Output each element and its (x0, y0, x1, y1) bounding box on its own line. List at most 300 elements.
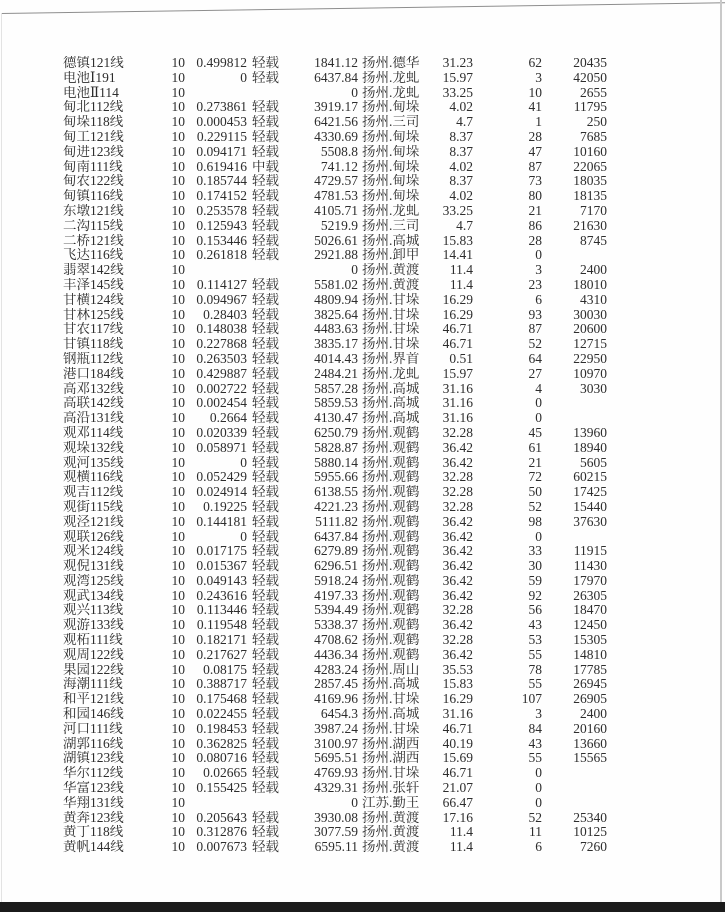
cell-value-a: 5219.9 (320, 218, 358, 233)
cell-value-d: 7170 (580, 203, 607, 218)
cell-value-d: 26945 (573, 677, 607, 692)
cell-station: 扬州.观鹤 (362, 485, 420, 500)
cell-line-name: 甘横124线 (63, 292, 124, 307)
cell-voltage: 10 (171, 263, 185, 278)
cell-load-level: 轻载 (252, 544, 279, 559)
cell-voltage: 10 (171, 218, 185, 233)
cell-value-d: 18470 (573, 603, 607, 618)
cell-value-d: 20435 (573, 56, 607, 70)
cell-value-d: 10160 (573, 144, 607, 159)
table-row (63, 278, 607, 293)
cell-line-name: 观街115线 (63, 499, 124, 514)
cell-value-c: 21 (528, 455, 542, 470)
cell-voltage: 10 (171, 559, 185, 574)
cell-value-b: 16.29 (442, 307, 473, 322)
cell-line-name: 甸镇116线 (63, 189, 124, 204)
cell-ratio: 0.113446 (196, 603, 247, 618)
cell-station: 扬州.三司 (362, 218, 420, 233)
cell-line-name: 二桥121线 (63, 233, 124, 248)
cell-load-level: 轻载 (252, 662, 279, 677)
table-row (63, 263, 607, 278)
cell-ratio: 0 (240, 70, 247, 85)
cell-value-a: 5828.87 (314, 440, 358, 455)
table-row (63, 840, 607, 855)
cell-station: 扬州.观鹤 (362, 647, 420, 662)
cell-ratio: 0.429887 (196, 366, 247, 381)
cell-value-a: 741.12 (320, 159, 358, 174)
cell-value-c: 43 (528, 736, 542, 751)
cell-station: 扬州.观鹤 (362, 544, 420, 559)
cell-station: 扬州.界首 (362, 351, 420, 366)
table-row (63, 692, 607, 707)
cell-value-a: 5338.37 (314, 618, 358, 633)
cell-ratio: 0.28403 (203, 307, 247, 322)
cell-load-level: 轻载 (252, 351, 279, 366)
cell-load-level: 轻载 (252, 529, 279, 544)
cell-load-level: 轻载 (252, 603, 279, 618)
cell-ratio: 0.024914 (196, 485, 247, 500)
cell-line-name: 华尔112线 (63, 766, 124, 781)
cell-voltage: 10 (171, 381, 185, 396)
cell-value-d: 25340 (573, 810, 607, 825)
cell-value-a: 5026.61 (314, 233, 358, 248)
cell-value-d: 22950 (573, 351, 607, 366)
cell-ratio: 0.144181 (196, 514, 247, 529)
table-row (63, 796, 607, 811)
cell-value-b: 66.47 (442, 795, 473, 810)
cell-value-a: 5394.49 (314, 603, 358, 618)
cell-value-c: 87 (528, 322, 542, 337)
cell-value-b: 11.4 (449, 277, 473, 292)
cell-value-d (542, 781, 607, 796)
cell-voltage: 10 (171, 825, 185, 840)
cell-value-a: 3835.17 (314, 337, 358, 352)
cell-ratio (185, 796, 247, 811)
cell-station: 扬州.观鹤 (362, 425, 420, 440)
cell-ratio: 0.174152 (196, 189, 247, 204)
cell-line-name: 甸垛118线 (63, 115, 124, 130)
cell-value-a: 6250.79 (314, 425, 358, 440)
cell-line-name: 电池Ⅰ191 (63, 70, 116, 85)
cell-ratio: 0 (240, 529, 247, 544)
cell-ratio: 0.499812 (196, 56, 247, 70)
cell-value-d: 2400 (580, 263, 607, 278)
cell-value-b: 40.19 (442, 736, 473, 751)
cell-value-d: 14810 (573, 647, 607, 662)
cell-load-level: 轻载 (252, 366, 279, 381)
cell-value-c: 84 (528, 721, 542, 736)
cell-ratio: 0.205643 (196, 810, 247, 825)
cell-value-c: 52 (528, 499, 542, 514)
cell-value-a: 4169.96 (314, 692, 358, 707)
cell-load-level: 轻载 (252, 721, 279, 736)
table-row (63, 707, 607, 722)
cell-value-a: 4014.43 (314, 351, 358, 366)
cell-load-level: 轻载 (252, 129, 279, 144)
table-row (63, 530, 607, 545)
cell-voltage: 10 (171, 85, 185, 100)
cell-value-d: 26305 (573, 588, 607, 603)
cell-voltage: 10 (171, 529, 185, 544)
cell-ratio: 0.261818 (196, 248, 247, 263)
cell-station: 扬州.高城 (362, 233, 420, 248)
cell-station: 扬州.黄渡 (362, 825, 420, 840)
table-row (63, 130, 607, 145)
cell-value-b: 36.42 (442, 559, 473, 574)
table-row (63, 574, 607, 589)
cell-value-c: 62 (528, 56, 542, 70)
table-row (63, 559, 607, 574)
cell-voltage: 10 (171, 455, 185, 470)
cell-ratio: 0.263503 (196, 351, 247, 366)
cell-value-d: 42050 (573, 70, 607, 85)
cell-value-c: 50 (528, 485, 542, 500)
page-border-top (1, 2, 725, 14)
cell-value-a: 5111.82 (315, 514, 358, 529)
cell-value-b: 15.83 (442, 233, 473, 248)
cell-value-c: 0 (535, 248, 542, 263)
cell-station: 扬州.龙虬 (362, 85, 420, 100)
cell-value-b: 32.28 (442, 425, 473, 440)
cell-value-d: 17785 (573, 662, 607, 677)
cell-value-d (542, 530, 607, 545)
table-row (63, 456, 607, 471)
cell-value-d: 18035 (573, 174, 607, 189)
cell-value-a: 2921.88 (314, 248, 358, 263)
cell-load-level: 轻载 (252, 56, 279, 70)
cell-line-name: 观泾121线 (63, 514, 124, 529)
cell-voltage: 10 (171, 277, 185, 292)
cell-value-b: 31.16 (442, 707, 473, 722)
cell-value-c: 3 (535, 707, 542, 722)
cell-value-c: 87 (528, 159, 542, 174)
table-row (63, 56, 607, 71)
cell-station: 扬州.龙虬 (362, 203, 420, 218)
cell-value-b: 32.28 (442, 633, 473, 648)
cell-value-a: 6279.89 (314, 544, 358, 559)
cell-station: 扬州.德华 (362, 56, 420, 70)
cell-station: 扬州.高城 (362, 707, 420, 722)
cell-voltage: 10 (171, 337, 185, 352)
cell-value-a: 3930.08 (314, 810, 358, 825)
cell-value-c: 6 (535, 292, 542, 307)
table-row (63, 663, 607, 678)
cell-load-level: 轻载 (252, 751, 279, 766)
cell-load-level: 轻载 (252, 514, 279, 529)
cell-value-b: 36.42 (442, 529, 473, 544)
cell-value-b: 36.42 (442, 544, 473, 559)
table-row (63, 248, 607, 263)
cell-load-level: 轻载 (252, 322, 279, 337)
cell-value-a: 3100.97 (314, 736, 358, 751)
cell-voltage: 10 (171, 573, 185, 588)
cell-line-name: 丰泽145线 (63, 277, 124, 292)
cell-value-b: 8.37 (449, 144, 473, 159)
cell-ratio: 0.000453 (196, 115, 247, 130)
cell-station: 扬州.甸垛 (362, 159, 420, 174)
cell-value-a: 2857.45 (314, 677, 358, 692)
table-row (63, 825, 607, 840)
cell-value-a: 4330.69 (314, 129, 358, 144)
table-row (63, 71, 607, 86)
cell-value-b: 46.71 (442, 337, 473, 352)
cell-ratio: 0.125943 (196, 218, 247, 233)
cell-voltage: 10 (171, 795, 185, 810)
cell-voltage: 10 (171, 692, 185, 707)
cell-value-d: 10125 (573, 825, 607, 840)
table-row (63, 441, 607, 456)
cell-value-b: 32.28 (442, 485, 473, 500)
cell-load-level: 轻载 (252, 573, 279, 588)
cell-line-name: 高邓132线 (63, 381, 124, 396)
cell-value-a: 4729.57 (314, 174, 358, 189)
cell-value-b: 46.71 (442, 721, 473, 736)
cell-voltage: 10 (171, 70, 185, 85)
cell-load-level: 轻载 (252, 70, 279, 85)
cell-line-name: 观米124线 (63, 544, 124, 559)
cell-voltage: 10 (171, 351, 185, 366)
cell-value-b: 4.7 (456, 115, 473, 130)
cell-load-level: 轻载 (252, 736, 279, 751)
cell-line-name: 海潮111线 (63, 677, 123, 692)
cell-value-b: 31.16 (442, 396, 473, 411)
cell-value-c: 0 (535, 396, 542, 411)
cell-value-a: 5918.24 (314, 573, 358, 588)
cell-value-d: 12450 (573, 618, 607, 633)
cell-value-c: 45 (528, 425, 542, 440)
cell-value-b: 36.42 (442, 514, 473, 529)
cell-line-name: 黄丁118线 (63, 825, 124, 840)
cell-load-level: 轻载 (252, 203, 279, 218)
cell-station: 扬州.观鹤 (362, 633, 420, 648)
cell-station: 扬州.龙虬 (362, 70, 420, 85)
cell-value-a: 5581.02 (314, 277, 358, 292)
table-row (63, 367, 607, 382)
cell-value-c: 55 (528, 751, 542, 766)
cell-station: 扬州.观鹤 (362, 455, 420, 470)
cell-load-level (247, 263, 282, 278)
cell-station: 扬州.观鹤 (362, 499, 420, 514)
cell-load-level: 轻载 (252, 499, 279, 514)
cell-ratio: 0.058971 (196, 440, 247, 455)
cell-voltage: 10 (171, 129, 185, 144)
table-row (63, 100, 607, 115)
cell-voltage: 10 (171, 707, 185, 722)
cell-value-b: 36.42 (442, 573, 473, 588)
table-row (63, 589, 607, 604)
cell-ratio: 0.153446 (196, 233, 247, 248)
cell-value-c: 30 (528, 559, 542, 574)
cell-value-a: 6595.11 (314, 840, 358, 855)
cell-station: 扬州.黄渡 (362, 277, 420, 292)
cell-voltage: 10 (171, 440, 185, 455)
cell-line-name: 观横116线 (63, 470, 124, 485)
cell-line-name: 观邓114线 (63, 425, 124, 440)
cell-value-d: 20160 (573, 721, 607, 736)
cell-load-level: 轻载 (252, 485, 279, 500)
cell-load-level: 轻载 (252, 781, 279, 796)
cell-voltage: 10 (171, 203, 185, 218)
cell-line-name: 高联142线 (63, 396, 124, 411)
cell-value-b: 8.37 (449, 174, 473, 189)
cell-voltage: 10 (171, 751, 185, 766)
cell-line-name: 黄帆144线 (63, 840, 124, 855)
cell-value-d: 8745 (580, 233, 607, 248)
cell-ratio: 0.022455 (196, 707, 247, 722)
cell-value-b: 33.25 (442, 85, 473, 100)
cell-line-name: 观柘111线 (63, 633, 123, 648)
table-row (63, 648, 607, 663)
cell-line-name: 华翔131线 (63, 795, 124, 810)
cell-value-b: 15.69 (442, 751, 473, 766)
cell-load-level: 轻载 (252, 174, 279, 189)
table-row (63, 219, 607, 234)
cell-station: 扬州.观鹤 (362, 440, 420, 455)
cell-value-a: 0 (351, 263, 358, 278)
cell-voltage: 10 (171, 766, 185, 781)
cell-line-name: 和平121线 (63, 692, 124, 707)
cell-line-name: 甸进123线 (63, 144, 124, 159)
cell-voltage: 10 (171, 174, 185, 189)
cell-load-level: 中载 (252, 159, 279, 174)
cell-voltage: 10 (171, 618, 185, 633)
cell-value-b: 11.4 (449, 840, 473, 855)
cell-ratio: 0.229115 (196, 129, 247, 144)
cell-line-name: 观湾125线 (63, 573, 124, 588)
cell-station: 扬州.湖西 (362, 736, 420, 751)
cell-ratio: 0.052429 (196, 470, 247, 485)
cell-voltage: 10 (171, 292, 185, 307)
table-row (63, 352, 607, 367)
table-row (63, 544, 607, 559)
cell-load-level: 轻载 (252, 144, 279, 159)
cell-value-b: 36.42 (442, 588, 473, 603)
cell-station: 扬州.观鹤 (362, 559, 420, 574)
cell-value-c: 98 (528, 514, 542, 529)
table-row (63, 382, 607, 397)
cell-line-name: 电池Ⅱ114 (63, 85, 119, 100)
cell-value-d: 22065 (573, 159, 607, 174)
cell-value-c: 72 (528, 470, 542, 485)
cell-line-name: 甸南111线 (63, 159, 123, 174)
cell-value-c: 0 (535, 795, 542, 810)
table-row (63, 160, 607, 175)
cell-value-d: 18010 (573, 277, 607, 292)
cell-value-a: 5880.14 (314, 455, 358, 470)
cell-value-d: 11430 (573, 559, 607, 574)
table-row (63, 603, 607, 618)
cell-voltage: 10 (171, 603, 185, 618)
cell-ratio: 0.094967 (196, 292, 247, 307)
cell-ratio: 0.182171 (196, 633, 247, 648)
table-row (63, 86, 607, 101)
cell-value-a: 4130.47 (314, 411, 358, 426)
cell-line-name: 甘镇118线 (63, 337, 124, 352)
cell-value-a: 5857.28 (314, 381, 358, 396)
page-border-right (720, 0, 722, 903)
cell-value-c: 59 (528, 573, 542, 588)
cell-station: 扬州.甸垛 (362, 129, 420, 144)
cell-load-level: 轻载 (252, 470, 279, 485)
cell-voltage: 10 (171, 499, 185, 514)
cell-ratio: 0.227868 (196, 337, 247, 352)
cell-value-b: 4.02 (449, 159, 473, 174)
cell-value-c: 41 (528, 100, 542, 115)
cell-value-c: 33 (528, 544, 542, 559)
cell-voltage: 10 (171, 100, 185, 115)
cell-voltage: 10 (171, 307, 185, 322)
cell-ratio: 0.155425 (196, 781, 247, 796)
cell-station: 扬州.周山 (362, 662, 420, 677)
cell-load-level (247, 86, 282, 101)
cell-load-level: 轻载 (252, 396, 279, 411)
cell-value-a: 5695.51 (314, 751, 358, 766)
cell-voltage: 10 (171, 56, 185, 70)
cell-value-a: 4708.62 (314, 633, 358, 648)
cell-load-level: 轻载 (252, 692, 279, 707)
cell-load-level: 轻载 (252, 618, 279, 633)
cell-value-a: 4436.34 (314, 647, 358, 662)
cell-ratio: 0.185744 (196, 174, 247, 189)
cell-value-b: 35.53 (442, 662, 473, 677)
cell-load-level: 轻载 (252, 189, 279, 204)
cell-value-d (542, 248, 607, 263)
cell-value-c: 1 (535, 115, 542, 130)
cell-value-b: 36.42 (442, 440, 473, 455)
cell-station: 扬州.黄渡 (362, 810, 420, 825)
cell-value-b: 15.83 (442, 677, 473, 692)
cell-value-b: 14.41 (442, 248, 473, 263)
cell-value-c: 23 (528, 277, 542, 292)
cell-value-b: 33.25 (442, 203, 473, 218)
table-row (63, 293, 607, 308)
cell-ratio: 0.020339 (196, 425, 247, 440)
cell-load-level: 轻载 (252, 292, 279, 307)
cell-value-a: 6296.51 (314, 559, 358, 574)
cell-ratio: 0.253578 (196, 203, 247, 218)
cell-line-name: 二沟115线 (63, 218, 124, 233)
cell-station: 扬州.卸甲 (362, 248, 420, 263)
cell-line-name: 观游133线 (63, 618, 124, 633)
cell-value-d: 11915 (573, 544, 607, 559)
cell-value-a: 6421.56 (314, 115, 358, 130)
table-row (63, 322, 607, 337)
cell-load-level: 轻载 (252, 707, 279, 722)
cell-line-name: 甘农117线 (63, 322, 124, 337)
cell-value-b: 31.23 (442, 56, 473, 70)
cell-line-name: 德镇121线 (63, 56, 124, 70)
cell-value-b: 4.7 (456, 218, 473, 233)
cell-station: 扬州.甸垛 (362, 189, 420, 204)
table-row (63, 396, 607, 411)
cell-value-d: 18940 (573, 440, 607, 455)
cell-value-a: 3825.64 (314, 307, 358, 322)
cell-load-level: 轻载 (252, 411, 279, 426)
cell-ratio: 0.2664 (209, 411, 247, 426)
cell-load-level: 轻载 (252, 647, 279, 662)
cell-value-a: 6138.55 (314, 485, 358, 500)
cell-load-level: 轻载 (252, 233, 279, 248)
cell-value-d: 20600 (573, 322, 607, 337)
cell-voltage: 10 (171, 647, 185, 662)
cell-load-level: 轻载 (252, 440, 279, 455)
cell-value-c: 47 (528, 144, 542, 159)
cell-value-d: 3030 (580, 381, 607, 396)
cell-line-name: 东墩121线 (63, 203, 124, 218)
cell-value-b: 4.02 (449, 189, 473, 204)
cell-line-name: 和园146线 (63, 707, 124, 722)
table-row (63, 766, 607, 781)
